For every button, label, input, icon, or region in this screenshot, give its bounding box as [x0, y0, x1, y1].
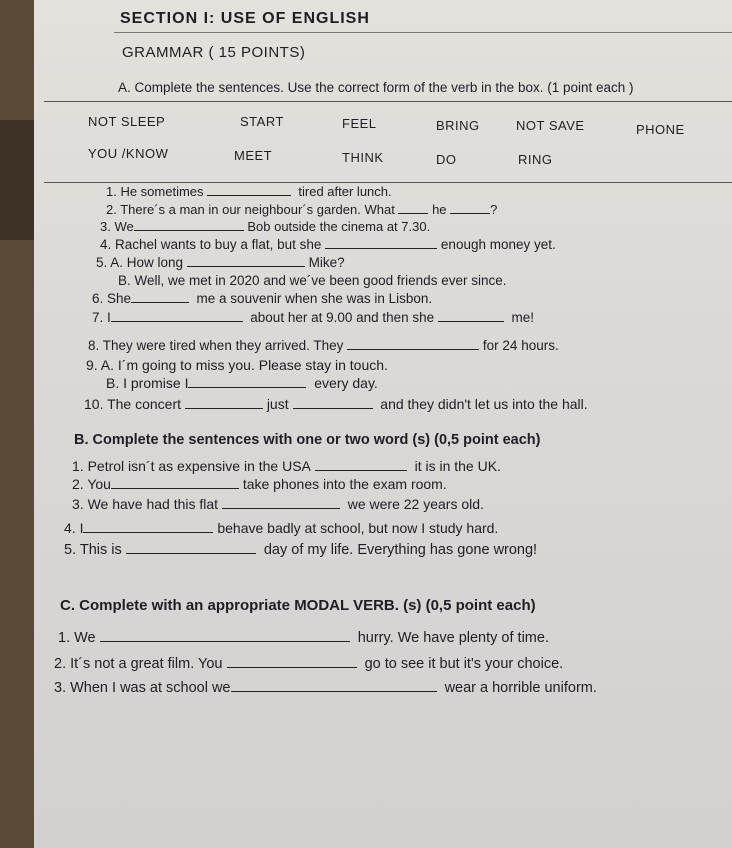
sentence-b4: 4. I behave badly at school, but now I study hard.: [64, 520, 499, 536]
section-title-rule: [114, 32, 732, 33]
answer-blank[interactable]: [126, 543, 256, 554]
answer-blank[interactable]: [222, 498, 340, 509]
verb-item: RING: [518, 152, 553, 167]
answer-blank[interactable]: [207, 185, 291, 196]
verb-item: FEEL: [342, 116, 377, 131]
answer-blank[interactable]: [227, 657, 357, 668]
answer-blank[interactable]: [450, 203, 490, 214]
sentence-a5: 5. A. How long Mike?: [96, 255, 345, 270]
part-a-instruction: A. Complete the sentences. Use the correct form of the verb in the box. (1 point each ): [118, 80, 634, 95]
verb-item: BRING: [436, 118, 480, 133]
sentence-c2: 2. It´s not a great film. You go to see it but it's your choice.: [54, 656, 564, 672]
answer-blank[interactable]: [187, 256, 305, 267]
verb-item: YOU /KNOW: [88, 146, 169, 161]
grammar-heading: GRAMMAR ( 15 POINTS): [122, 44, 306, 61]
answer-blank[interactable]: [134, 220, 244, 231]
answer-blank[interactable]: [111, 311, 243, 322]
answer-blank[interactable]: [231, 681, 437, 692]
sentence-a6: 6. She me a souvenir when she was in Lisbon.: [92, 291, 433, 306]
sentence-a4: 4. Rachel wants to buy a flat, but she enough money yet.: [100, 237, 556, 252]
sentence-b2: 2. You take phones into the exam room.: [72, 476, 447, 492]
section-title: SECTION I: USE OF ENGLISH: [120, 10, 370, 27]
sentence-a7: 7. I about her at 9.00 and then she me!: [92, 310, 534, 325]
verb-item: DO: [436, 152, 457, 167]
verb-item: NOT SLEEP: [88, 114, 166, 129]
sentence-b3: 3. We have had this flat we were 22 years old.: [72, 496, 484, 512]
answer-blank[interactable]: [438, 311, 504, 322]
verb-item: NOT SAVE: [516, 118, 585, 133]
verb-item: START: [240, 114, 284, 129]
verb-item: MEET: [234, 148, 273, 163]
answer-blank[interactable]: [398, 203, 428, 214]
sentence-a3: 3. We Bob outside the cinema at 7.30.: [100, 219, 431, 234]
sentence-a2: 2. There´s a man in our neighbour´s garden. What he ?: [106, 202, 498, 217]
verb-item: PHONE: [636, 122, 685, 137]
sentence-a5-reply: B. Well, we met in 2020 and we´ve been good friends ever since.: [118, 273, 507, 288]
answer-blank[interactable]: [131, 292, 189, 303]
sentence-a1: 1. He sometimes tired after lunch.: [106, 184, 392, 199]
sentence-b5: 5. This is day of my life. Everything has gone wrong!: [64, 542, 538, 558]
answer-blank[interactable]: [83, 522, 213, 533]
answer-blank[interactable]: [293, 398, 373, 409]
sentence-c3: 3. When I was at school we wear a horrible uniform.: [54, 680, 597, 696]
answer-blank[interactable]: [111, 478, 239, 489]
answer-blank[interactable]: [315, 460, 407, 471]
answer-blank[interactable]: [100, 631, 350, 642]
part-b-instruction: B. Complete the sentences with one or two word (s) (0,5 point each): [74, 432, 541, 448]
part-c-instruction: C. Complete with an appropriate MODAL VERB. (s) (0,5 point each): [60, 597, 536, 614]
answer-blank[interactable]: [325, 238, 437, 249]
verb-item: THINK: [342, 150, 384, 165]
answer-blank[interactable]: [185, 398, 263, 409]
sentence-b1: 1. Petrol isn´t as expensive in the USA it is in the UK.: [72, 458, 501, 474]
sentence-c1: 1. We hurry. We have plenty of time.: [58, 630, 549, 646]
sentence-a9: 9. A. I´m going to miss you. Please stay in touch.: [86, 357, 388, 373]
answer-blank[interactable]: [188, 377, 306, 388]
sentence-a9-reply: B. I promise I every day.: [106, 375, 378, 391]
verb-box: [44, 101, 732, 183]
sentence-a8: 8. They were tired when they arrived. They for 24 hours.: [88, 338, 559, 353]
sentence-a10: 10. The concert just and they didn't let us into the hall.: [84, 396, 588, 412]
answer-blank[interactable]: [347, 339, 479, 350]
